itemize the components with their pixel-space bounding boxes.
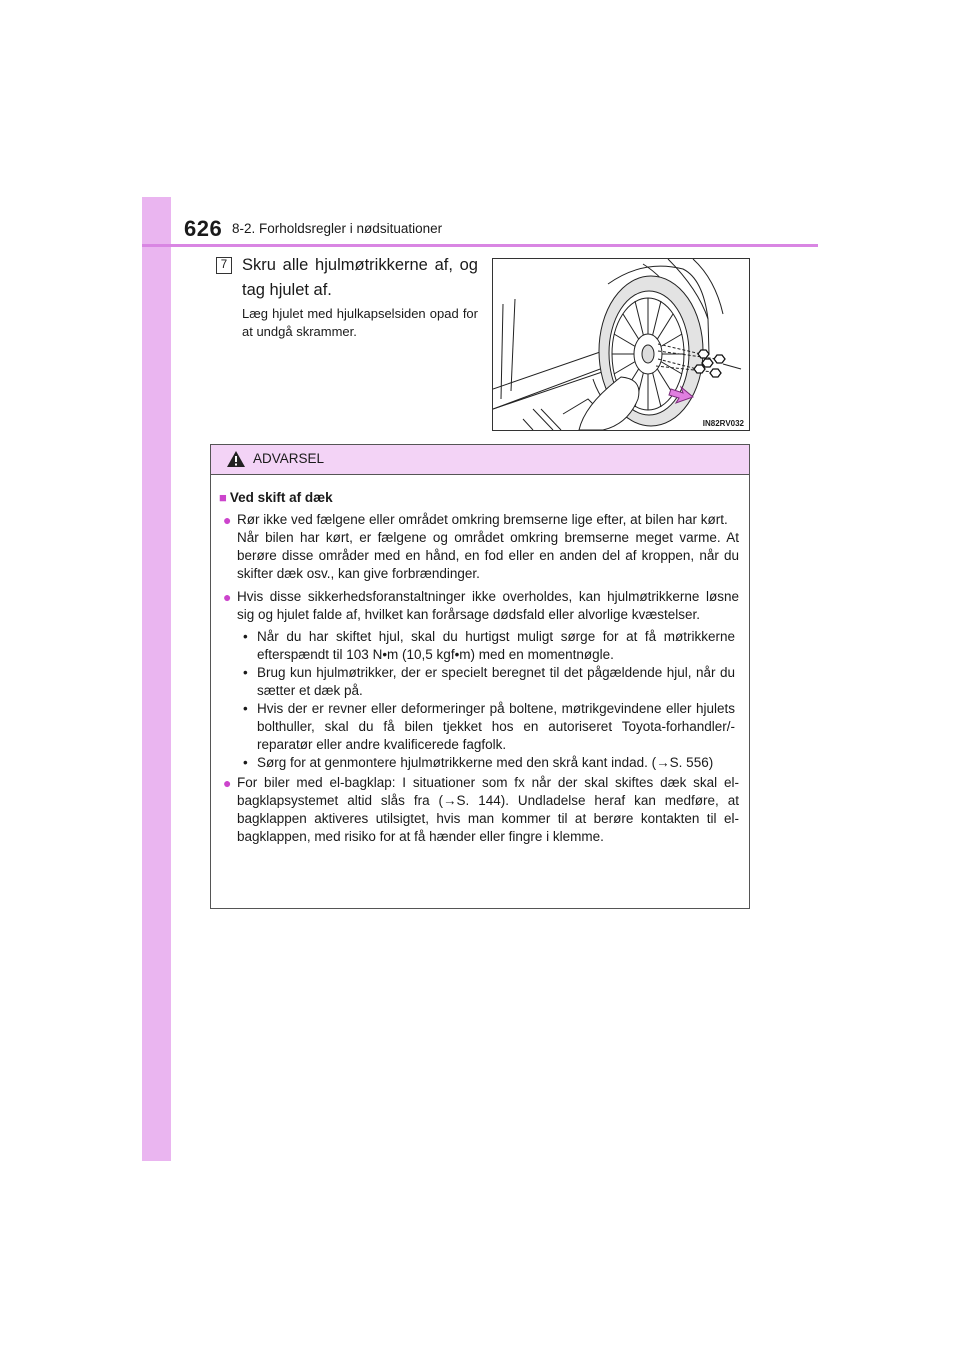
step-title: Skru alle hjulmøtrikkerne af, og tag hjulet af. <box>242 256 478 299</box>
wheel-removal-drawing <box>493 259 749 430</box>
round-bullet-icon: ● <box>223 775 232 791</box>
bullet-text: Hvis disse sikkerhedsforanstaltninger ikke overholdes, kan hjulmøtrikkerne løsne sig og hjulet falde af, hvilket kan forårsage dødsfald eller alvorlige kvæstelser. <box>237 589 739 622</box>
list-item: • Når du har skiftet hjul, skal du hurtigst muligt sørge for at få møtrikkerne efterspændt til 103 N•m (10,5 kgf•m) med en momentnøgle. <box>243 629 735 662</box>
warning-label: ADVARSEL <box>253 451 325 466</box>
warning-triangle-icon <box>226 450 246 468</box>
bullet-text: Rør ikke ved fælgene eller området omkring bremserne lige efter, at bilen har kørt. <box>237 512 728 527</box>
bullet-text: For biler med el-bagklap: I situationer som fx når der skal skiftes dæk skal el-bagklapsystemet altid slås fra (→S. 144). Undladelse heraf kan medføre, at bagklappen aktiveres utilsigtet, hvis man kommer til at berøre kontakten til el-bagklappen, med risiko for at få hænder eller fingre i klemme. <box>237 775 739 844</box>
warning-header <box>211 445 749 475</box>
round-bullet-icon: ● <box>223 589 232 605</box>
list-item: • Brug kun hjulmøtrikker, der er specielt beregnet til det pågældende hjul, når du sætter et dæk på. <box>243 665 735 698</box>
warning-sublist <box>243 628 743 772</box>
warning-subheading: ■ Ved skift af dæk <box>219 490 333 505</box>
section-title: 8-2. Forholdsregler i nødsituationer <box>232 221 443 236</box>
warning-bullet <box>219 588 743 624</box>
list-item: • Sørg for at genmontere hjulmøtrikkerne med den skrå kant indad. (→S. 556) <box>243 755 714 770</box>
square-bullet-icon: ■ <box>219 490 227 505</box>
list-item: • Hvis der er revner eller deformeringer på boltene, møtrikgevindene eller hjulets bolthuller, skal du få bilen tjekket hos en autoriseret Toyota-forhandler/-reparatør eller andre kvalificerede fagfolk. <box>243 701 735 752</box>
bullet-text: Når bilen har kørt, er fælgene og området omkring bremserne meget varme. At berøre disse områder med en hånd, en fod eller en anden del af kroppen, når du skifter dæk osv., kan give forbrændinger. <box>237 530 739 581</box>
round-bullet-icon: ● <box>223 512 232 528</box>
side-tab-bar <box>142 197 171 1161</box>
header-rule <box>142 244 818 247</box>
warning-bullet <box>219 774 743 846</box>
step-note: Læg hjulet med hjulkapselsiden opad for at undgå skrammer. <box>242 306 478 339</box>
wheel-removal-illustration <box>492 258 750 431</box>
figure-code: IN82RV032 <box>702 419 744 428</box>
warning-bullet <box>219 511 743 583</box>
warning-box <box>210 444 750 909</box>
page-number: 626 <box>184 216 223 241</box>
step-number-badge: 7 <box>216 257 232 274</box>
warning-body <box>211 475 749 846</box>
